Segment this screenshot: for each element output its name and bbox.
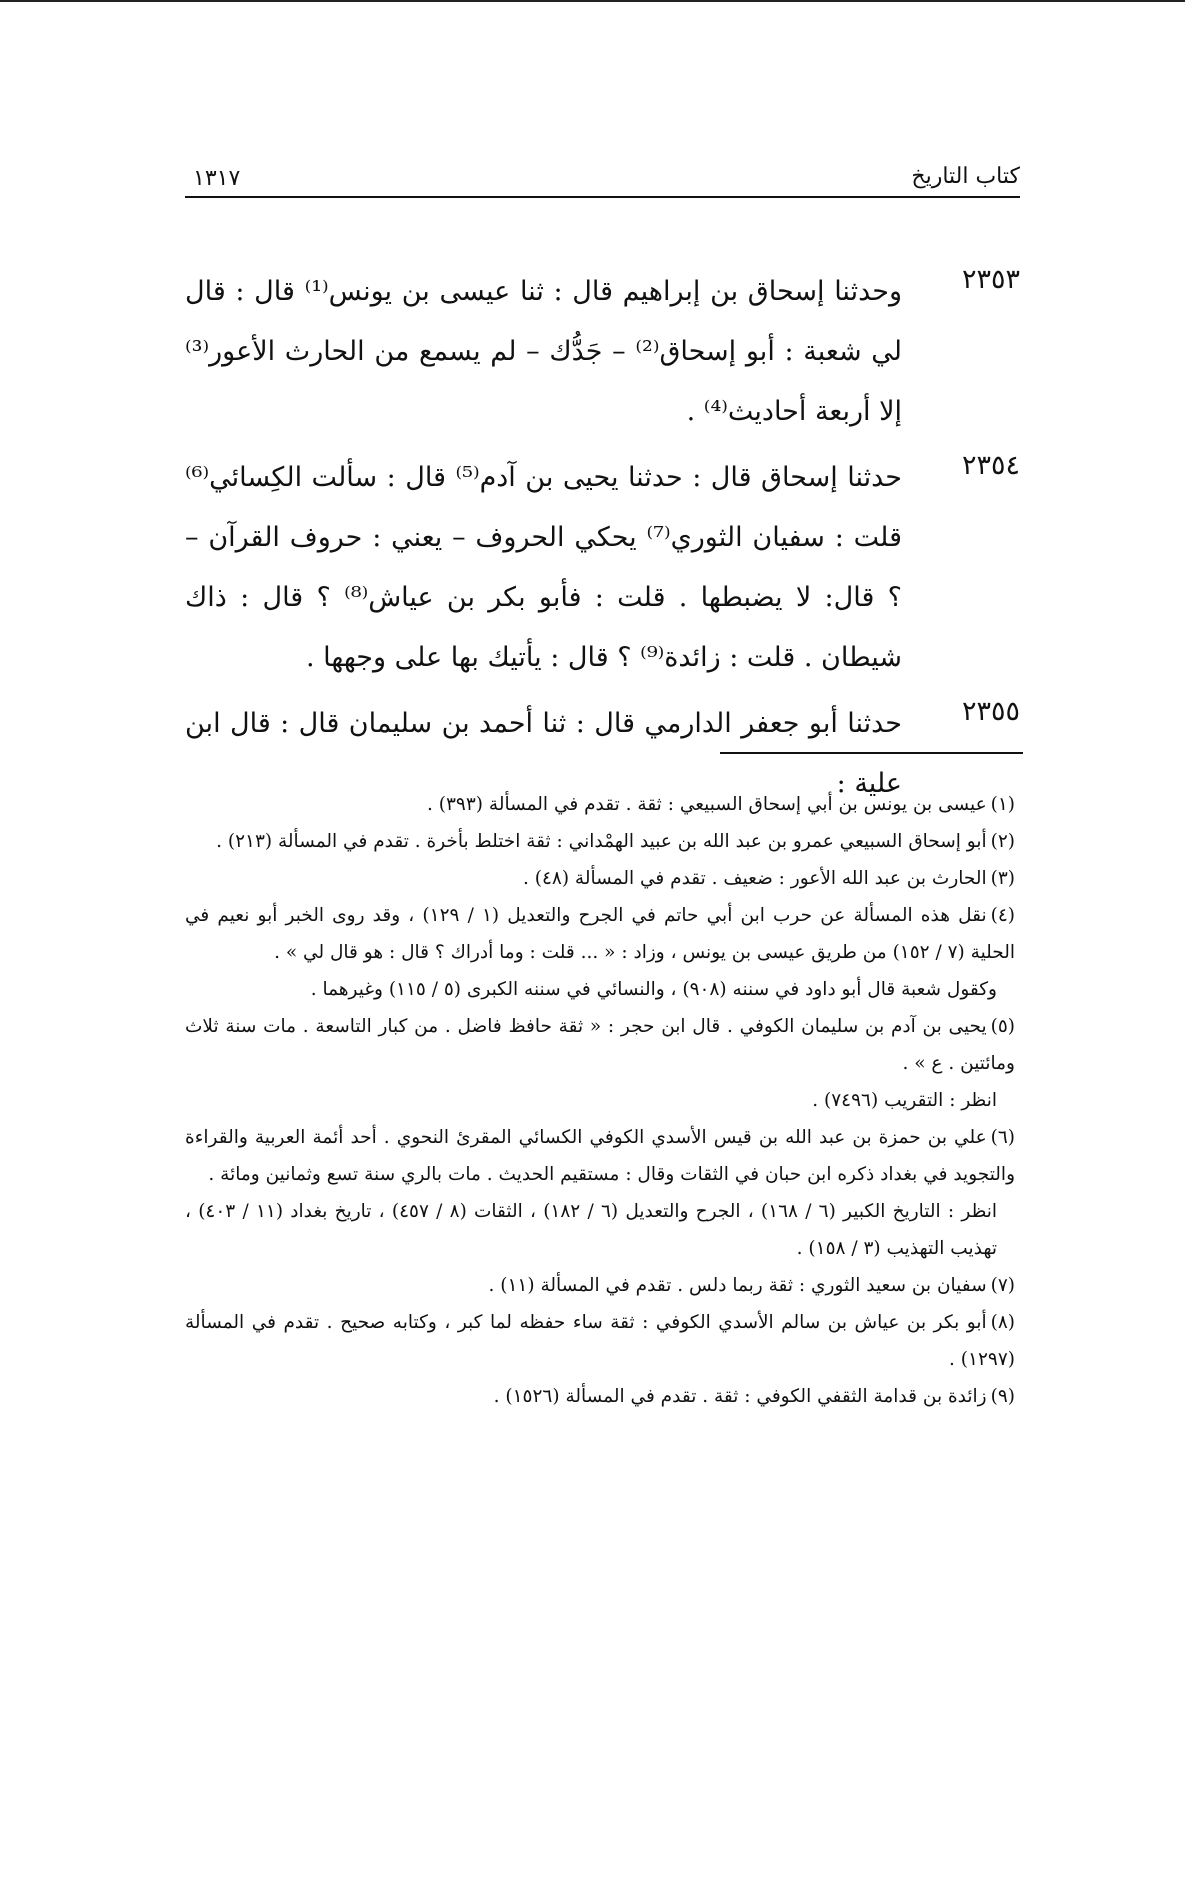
footnote-mark: (٩) xyxy=(990,1386,1015,1407)
entry-2353 xyxy=(185,262,1020,442)
entry-text: حدثنا أبو جعفر الدارمي قال : ثنا أحمد بن سليمان قال : قال ابن علية : xyxy=(185,708,902,799)
footnote-mark: (١) xyxy=(990,794,1015,815)
footnote-text: الحارث بن عبد الله الأعور : ضعيف . تقدم في المسألة (٤٨) . xyxy=(522,868,987,889)
footnote-text-continued: وكقول شعبة قال أبو داود في سننه (٩٠٨) ، والنسائي في سننه الكبرى (٥ / ١١٥) وغيرهما . xyxy=(310,979,997,1000)
footnote-mark: (٦) xyxy=(990,1127,1015,1148)
entry-number: ٢٣٥٥ xyxy=(961,696,1020,727)
entry-text: وحدثنا إسحاق بن إبراهيم قال : ثنا عيسى بن يونس⁽¹⁾ قال : قال لي شعبة : أبو إسحاق⁽²⁾ – جَدُّك – لم يسمع من الحارث الأعور⁽³⁾ إلا أربعة أحاديث⁽⁴⁾ . xyxy=(185,276,902,427)
book-title: كتاب التاريخ xyxy=(911,164,1020,189)
footnote-1 xyxy=(185,786,1015,823)
footnote-6 xyxy=(185,1119,1015,1267)
header-rule xyxy=(185,196,1020,198)
footnote-2 xyxy=(185,823,1015,860)
top-border-line xyxy=(0,0,1185,2)
main-text xyxy=(185,262,1020,820)
footnote-mark: (٤) xyxy=(990,905,1015,926)
footnote-text-continued: انظر : التاريخ الكبير (٦ / ١٦٨) ، الجرح والتعديل (٦ / ١٨٢) ، الثقات (٨ / ٤٥٧) ، تاريخ بغداد (١١ / ٤٠٣) ، تهذيب التهذيب (٣ / ١٥٨) . xyxy=(185,1201,998,1259)
footnote-text: يحيى بن آدم بن سليمان الكوفي . قال ابن حجر : « ثقة حافظ فاضل . من كبار التاسعة . مات سنة ثلاث ومائتين . ع » . xyxy=(185,1016,1015,1074)
footnote-mark: (٥) xyxy=(990,1016,1015,1037)
footnote-text: علي بن حمزة بن عبد الله بن قيس الأسدي الكوفي الكسائي المقرئ النحوي . أحد أئمة العربية والقراءة والتجويد في بغداد ذكره ابن حبان في الثقات وقال : مستقيم الحديث . مات بالري سنة تسع وثمانين ومائة . xyxy=(185,1127,1015,1185)
footnote-3 xyxy=(185,860,1015,897)
page-number: ١٣١٧ xyxy=(193,166,241,191)
entry-2354 xyxy=(185,448,1020,688)
entry-text: حدثنا إسحاق قال : حدثنا يحيى بن آدم⁽⁵⁾ قال : سألت الكِسائي⁽⁶⁾ قلت : سفيان الثوري⁽⁷⁾ يحكي الحروف – يعني : حروف القرآن – ؟ قال: لا يضبطها . قلت : فأبو بكر بن عياش⁽⁸⁾ ؟ قال : ذاك شيطان . قلت : زائدة⁽⁹⁾ ؟ قال : يأتيك بها على وجهها . xyxy=(185,462,903,673)
footnote-mark: (٨) xyxy=(990,1312,1015,1333)
footnotes xyxy=(185,786,1015,1415)
footnote-text: أبو بكر بن عياش بن سالم الأسدي الكوفي : ثقة ساء حفظه لما كبر ، وكتابه صحيح . تقدم في المسألة (١٢٩٧) . xyxy=(185,1312,1015,1370)
footnote-mark: (٧) xyxy=(990,1275,1015,1296)
footnote-text: أبو إسحاق السبيعي عمرو بن عبد الله بن عبيد الهمْداني : ثقة اختلط بأخرة . تقدم في المسألة (٢١٣) . xyxy=(216,831,987,852)
footnote-9 xyxy=(185,1378,1015,1415)
running-header xyxy=(185,160,1020,200)
entry-number: ٢٣٥٣ xyxy=(961,264,1020,295)
footnote-text: سفيان بن سعيد الثوري : ثقة ربما دلس . تقدم في المسألة (١١) . xyxy=(488,1275,987,1296)
footnote-text: نقل هذه المسألة عن حرب ابن أبي حاتم في الجرح والتعديل (١ / ١٢٩) ، وقد روى الخبر أبو نعيم في الحلية (٧ / ١٥٢) من طريق عيسى بن يونس ، وزاد : « ... قلت : وما أدراك ؟ قال : هو قال لي » . xyxy=(185,905,1015,963)
footnote-mark: (٢) xyxy=(990,831,1015,852)
footnote-text: زائدة بن قدامة الثقفي الكوفي : ثقة . تقدم في المسألة (١٥٢٦) . xyxy=(493,1386,987,1407)
footnote-4 xyxy=(185,897,1015,1008)
footnote-8 xyxy=(185,1304,1015,1378)
footnote-mark: (٣) xyxy=(990,868,1015,889)
footnote-5 xyxy=(185,1008,1015,1119)
footnote-separator xyxy=(720,752,1023,754)
footnote-text-continued: انظر : التقريب (٧٤٩٦) . xyxy=(812,1090,997,1111)
footnote-7 xyxy=(185,1267,1015,1304)
footnote-text: عيسى بن يونس بن أبي إسحاق السبيعي : ثقة . تقدم في المسألة (٣٩٣) . xyxy=(427,794,987,815)
entry-number: ٢٣٥٤ xyxy=(961,450,1020,481)
